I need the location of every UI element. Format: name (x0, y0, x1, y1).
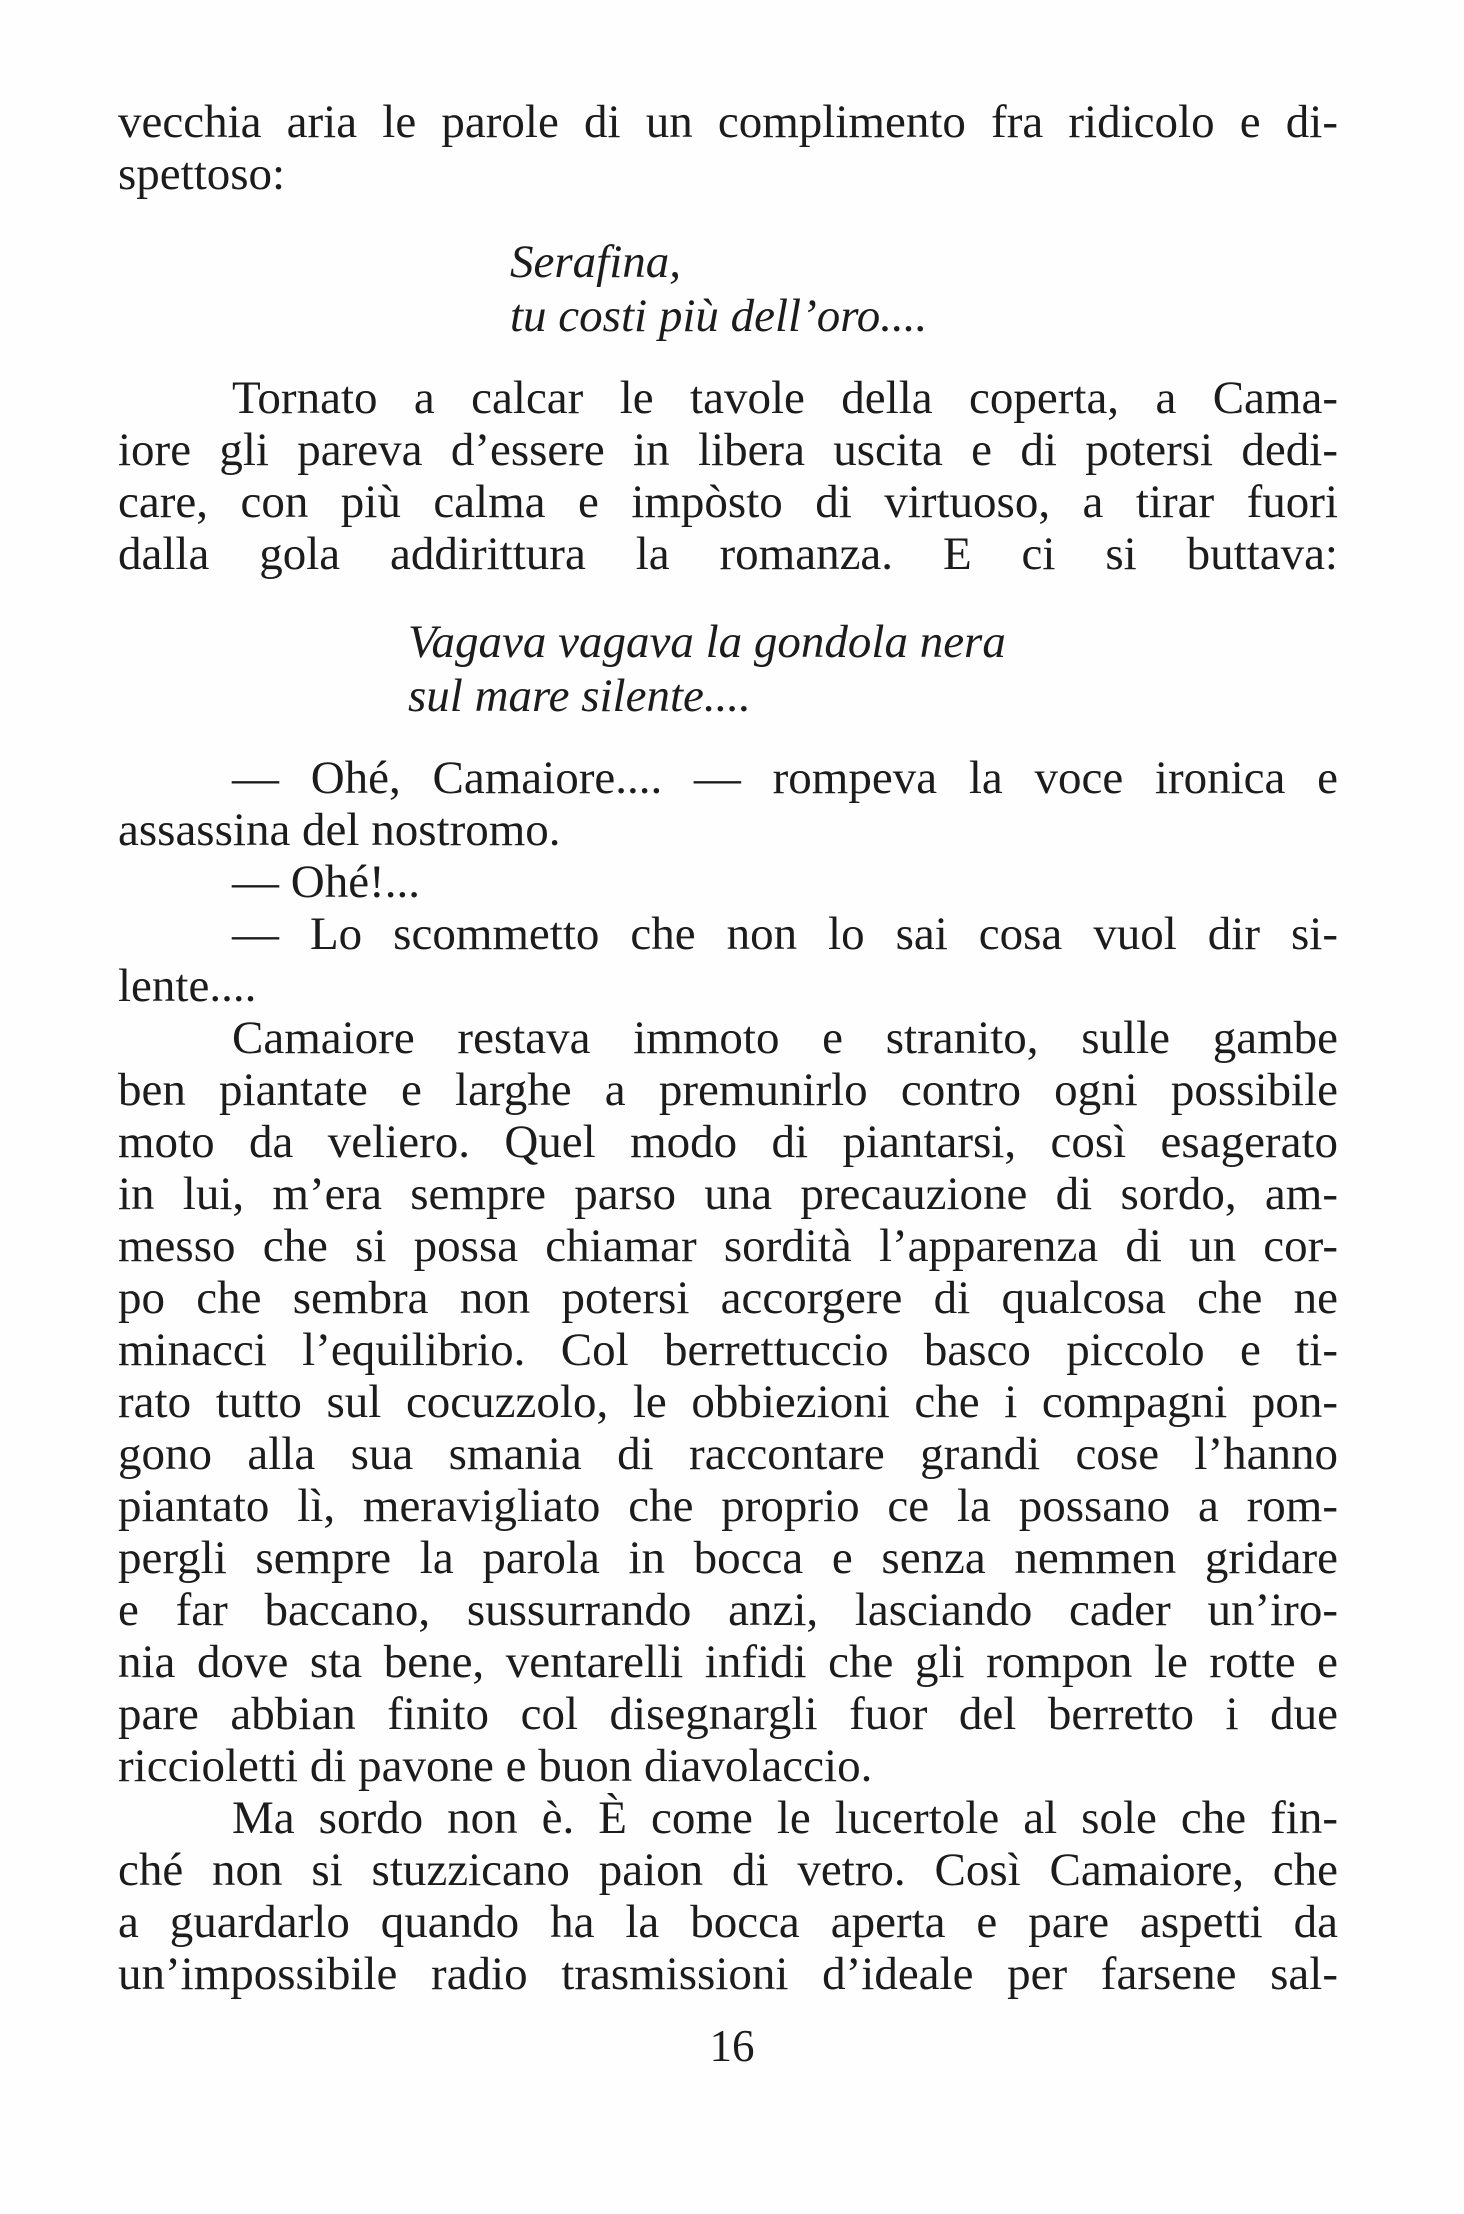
text-line: nia dove sta bene, ventarelli infidi che gli rompon le rotte e (118, 1636, 1338, 1688)
verse-line: Serafina, (510, 236, 682, 288)
text-line: piantato lì, meravigliato che proprio ce la possano a rom- (118, 1480, 1338, 1532)
text-line: assassina del nostromo. (118, 804, 561, 856)
verse-line: Vagava vagava la gondola nera (408, 616, 1006, 668)
text-line: Camaiore restava immoto e stranito, sulle gambe (232, 1012, 1338, 1064)
text-line: iore gli pareva d’essere in libera uscita e di potersi dedi- (118, 424, 1338, 476)
page-number: 16 (709, 2021, 755, 2071)
verse-line: tu costi più dell’oro.... (510, 290, 928, 342)
text-line: Ma sordo non è. È come le lucertole al sole che fin- (232, 1792, 1338, 1844)
text-line: messo che si possa chiamar sordità l’apparenza di un cor- (118, 1220, 1338, 1272)
text-line: po che sembra non potersi accorgere di qualcosa che ne (118, 1272, 1338, 1324)
verse-line: sul mare silente.... (408, 670, 751, 722)
text-line: — Lo scommetto che non lo sai cosa vuol dir si- (232, 908, 1338, 960)
text-line: un’impossibile radio trasmissioni d’ideale per farsene sal- (118, 1948, 1338, 2000)
text-line: dalla gola addirittura la romanza. E ci si buttava: (118, 528, 1338, 580)
text-line: — Ohé, Camaiore.... — rompeva la voce ironica e (232, 752, 1338, 804)
text-line: riccioletti di pavone e buon diavolaccio. (118, 1740, 873, 1792)
text-line: pare abbian finito col disegnargli fuor del berretto i due (118, 1688, 1338, 1740)
text-line: minacci l’equilibrio. Col berrettuccio basco piccolo e ti- (118, 1324, 1338, 1376)
text-line: a guardarlo quando ha la bocca aperta e pare aspetti da (118, 1896, 1338, 1948)
text-line: — Ohé!... (232, 856, 420, 908)
text-line: care, con più calma e impòsto di virtuoso, a tirar fuori (118, 476, 1338, 528)
text-line: ben piantate e larghe a premunirlo contro ogni possibile (118, 1064, 1338, 1116)
text-line: e far baccano, sussurrando anzi, lasciando cader un’iro- (118, 1584, 1338, 1636)
text-line: pergli sempre la parola in bocca e senza nemmen gridare (118, 1532, 1338, 1584)
text-line: moto da veliero. Quel modo di piantarsi, così esagerato (118, 1116, 1338, 1168)
text-line: spettoso: (118, 148, 286, 200)
text-line: vecchia aria le parole di un complimento fra ridicolo e di- (118, 96, 1338, 148)
text-line: gono alla sua smania di raccontare grandi cose l’hanno (118, 1428, 1338, 1480)
text-line: Tornato a calcar le tavole della coperta, a Cama- (232, 372, 1338, 424)
text-line: ché non si stuzzicano paion di vetro. Così Camaiore, che (118, 1844, 1338, 1896)
text-line: rato tutto sul cocuzzolo, le obbiezioni che i compagni pon- (118, 1376, 1338, 1428)
text-line: in lui, m’era sempre parso una precauzione di sordo, am- (118, 1168, 1338, 1220)
text-line: lente.... (118, 960, 257, 1012)
